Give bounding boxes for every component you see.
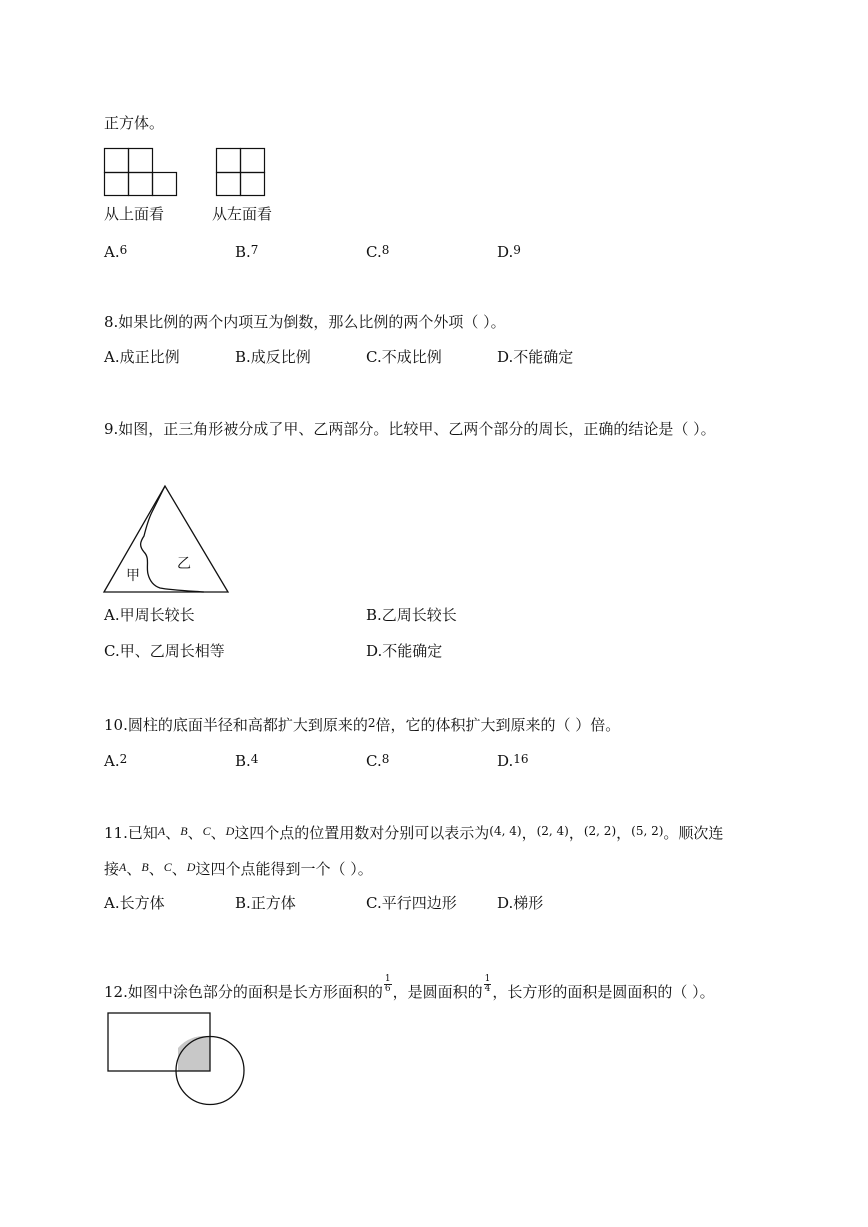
q11-option-d[interactable]: D.梯形 <box>497 894 544 912</box>
q7-left-view-figure <box>216 148 266 196</box>
q12-fraction-1: $\frac{1}{6}$ <box>384 974 391 994</box>
q11-stem-line1: 11.已知$^A$、$^B$、$^C$、$^D$这四个点的位置用数对分别可以表示为$^{(4, 4)}$，$^{(2, 4)}$，$^{(2, 2)}$，$^{(5, 2)}$。顺次连 <box>104 824 724 842</box>
q7-option-c[interactable]: C.$^8$ <box>366 243 390 261</box>
q8-option-a[interactable]: A.成正比例 <box>104 348 180 366</box>
q7-tail-text: 正方体。 <box>104 114 165 132</box>
q9-option-b[interactable]: B.乙周长较长 <box>366 606 457 624</box>
q9-option-d[interactable]: D.不能确定 <box>366 642 443 660</box>
q11-option-b[interactable]: B.正方体 <box>235 894 296 912</box>
q11-stem-line2: 接$^A$、$^B$、$^C$、$^D$这四个点能得到一个（ ）。 <box>104 860 373 878</box>
q8-stem: 8.如果比例的两个内项互为倒数，那么比例的两个外项（ ）。 <box>104 313 506 331</box>
q10-stem: 10.圆柱的底面半径和高都扩大到原来的$^2$倍，它的体积扩大到原来的（ ）倍。 <box>104 716 621 734</box>
q9-stem: 9.如图，正三角形被分成了甲、乙两部分。比较甲、乙两个部分的周长，正确的结论是（ ）。 <box>104 420 716 438</box>
q9-label-yi: 乙 <box>177 556 191 572</box>
q8-option-c[interactable]: C.不成比例 <box>366 348 442 366</box>
q7-option-a[interactable]: A.$^6$ <box>104 243 128 261</box>
q10-option-b[interactable]: B.$^4$ <box>235 752 259 770</box>
q7-option-d[interactable]: D.$^9$ <box>497 243 521 261</box>
q9-option-c[interactable]: C.甲、乙周长相等 <box>104 642 225 660</box>
q12-fraction-2: $\frac{1}{4}$ <box>484 974 491 994</box>
q8-option-d[interactable]: D.不能确定 <box>497 348 574 366</box>
q12-stem: 12.如图中涂色部分的面积是长方形面积的 $\frac{1}{6}$ ，是圆面积的 $\frac{1}{4}$ ，长方形的面积是圆面积的（ ）。 <box>104 974 715 1001</box>
q7-top-view-figure <box>104 148 178 196</box>
q11-option-a[interactable]: A.长方体 <box>104 894 165 912</box>
q8-option-b[interactable]: B.成反比例 <box>235 348 311 366</box>
q10-option-d[interactable]: D.$^{16}$ <box>497 752 529 770</box>
q10-option-c[interactable]: C.$^8$ <box>366 752 390 770</box>
q7-view-top-label: 从上面看 <box>104 205 165 223</box>
q9-triangle-figure <box>100 482 234 594</box>
q10-option-a[interactable]: A.$^2$ <box>104 752 128 770</box>
q9-label-jia: 甲 <box>126 568 140 584</box>
q9-option-a[interactable]: A.甲周长较长 <box>104 606 195 624</box>
q11-option-c[interactable]: C.平行四边形 <box>366 894 457 912</box>
q7-view-left-label: 从左面看 <box>212 205 273 223</box>
q7-option-b[interactable]: B.$^7$ <box>235 243 259 261</box>
q12-rectangle-circle-figure <box>106 1011 246 1107</box>
